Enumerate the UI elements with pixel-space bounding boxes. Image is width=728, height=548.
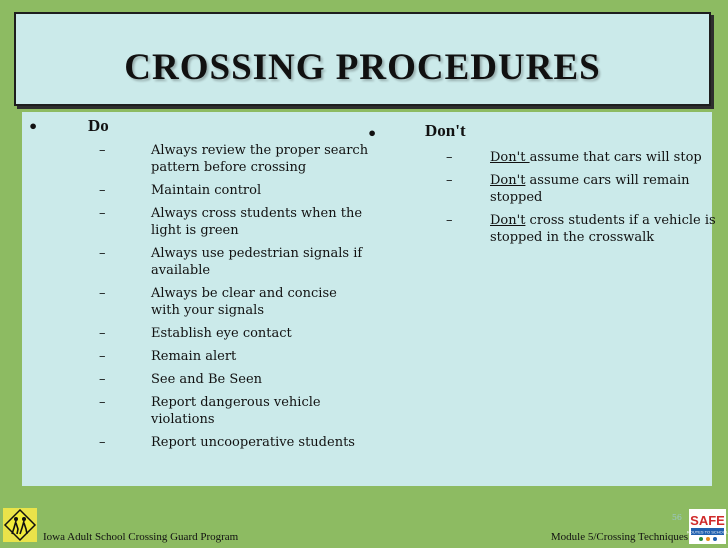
dash-icon: – xyxy=(99,372,106,387)
dont-item-text xyxy=(490,149,716,166)
dash-icon: – xyxy=(99,143,106,158)
safe-routes-to-school-logo xyxy=(686,509,728,544)
do-list-item xyxy=(99,348,369,365)
dont-list-item xyxy=(446,212,716,246)
do-list-item xyxy=(99,205,369,239)
bullet-icon: • xyxy=(28,117,39,136)
do-item-text: Remain alert xyxy=(151,349,237,364)
dont-item-text xyxy=(490,172,716,206)
content-panel xyxy=(22,112,716,486)
dont-item-prefix: Don't xyxy=(490,173,526,188)
do-list-item xyxy=(99,371,369,388)
do-item-text: Report uncooperative students xyxy=(151,435,355,450)
do-heading: Do xyxy=(88,116,109,135)
do-item-text: Report dangerous vehicle violations xyxy=(151,395,321,427)
do-list-item xyxy=(99,182,369,199)
dash-icon: – xyxy=(446,213,453,228)
do-list-item xyxy=(99,142,369,176)
do-list-item xyxy=(99,434,369,451)
dash-icon: – xyxy=(99,349,106,364)
do-item-text: Always be clear and concise with your signals xyxy=(151,286,337,318)
do-item-text: Maintain control xyxy=(151,183,262,198)
page-number: 56 xyxy=(671,513,682,522)
school-crossing-sign-icon xyxy=(3,508,37,542)
dont-list-item xyxy=(446,149,716,166)
dash-icon: – xyxy=(446,173,453,188)
dash-icon: – xyxy=(99,206,106,221)
do-list-item xyxy=(99,394,369,428)
do-item-text: Establish eye contact xyxy=(151,326,292,341)
dash-icon: – xyxy=(99,326,106,341)
dont-item-text xyxy=(490,212,716,246)
logo-safe-text: SAFE xyxy=(690,513,725,528)
do-list xyxy=(99,142,369,457)
dash-icon: – xyxy=(99,183,106,198)
footer-module-name: Module 5/Crossing Techniques xyxy=(550,531,688,543)
dont-item-rest: assume that cars will stop xyxy=(529,150,702,165)
dont-list xyxy=(446,149,716,252)
title-box xyxy=(14,12,711,106)
dash-icon: – xyxy=(446,150,453,165)
do-list-item xyxy=(99,325,369,342)
dash-icon: – xyxy=(99,286,106,301)
dash-icon: – xyxy=(99,435,106,450)
dash-icon: – xyxy=(99,246,106,261)
dont-item-rest: cross students if a vehicle is stopped in the crosswalk xyxy=(490,213,716,245)
bullet-icon: • xyxy=(367,124,378,143)
dont-item-rest: assume cars will remain stopped xyxy=(490,173,690,205)
do-item-text: Always use pedestrian signals if available xyxy=(151,246,363,278)
do-item-text: Always cross students when the light is green xyxy=(151,206,363,238)
do-list-item xyxy=(99,285,369,319)
footer-program-name: Iowa Adult School Crossing Guard Program xyxy=(43,531,239,543)
do-list-item xyxy=(99,245,369,279)
dash-icon: – xyxy=(99,395,106,410)
dont-item-prefix: Don't xyxy=(490,150,530,165)
logo-routes-text: ROUTES TO SCHOOL xyxy=(686,529,728,535)
dont-list-item xyxy=(446,172,716,206)
dont-heading: Don't xyxy=(425,121,466,140)
do-item-text: See and Be Seen xyxy=(151,372,263,387)
do-item-text: Always review the proper search pattern before crossing xyxy=(151,143,369,175)
dont-item-prefix: Don't xyxy=(490,213,526,228)
slide-title: CROSSING PROCEDURES xyxy=(124,47,601,88)
